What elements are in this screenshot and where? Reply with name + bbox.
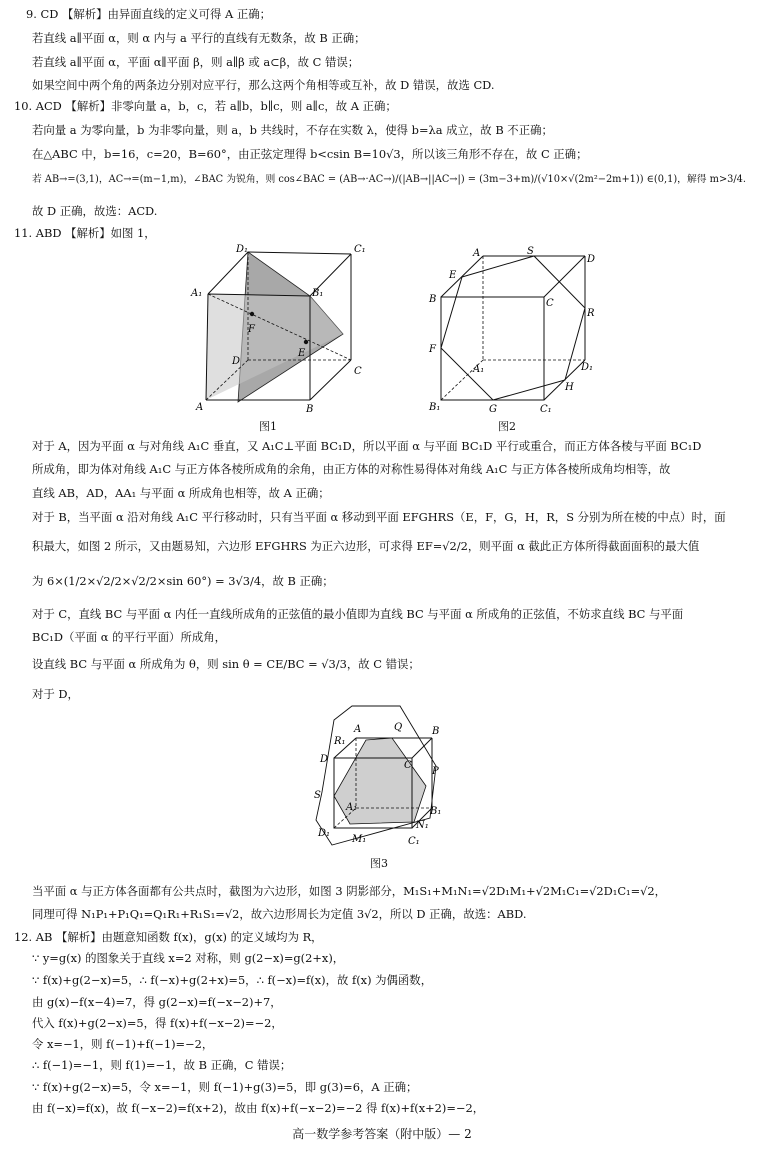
text-line: 对于 D，	[32, 687, 79, 701]
fig3-label-C: C	[404, 760, 412, 771]
text-line: 10. ACD 【解析】非零向量 a，b，c，若 a∥b，b∥c，则 a∥c，故 A 正确；	[14, 99, 397, 113]
fig1-label-E: E	[298, 348, 306, 359]
fig2-label-R: R	[587, 308, 595, 319]
fig2-label-S: S	[527, 246, 534, 257]
fig2-label-F: F	[429, 344, 436, 355]
fig1-label-B1: B₁	[312, 288, 324, 299]
figure-2-caption: 图2	[498, 420, 516, 433]
fig3-label-A1: A₁	[346, 802, 358, 813]
fig1-label-A1: A₁	[191, 288, 203, 299]
fig2-label-B1: B₁	[429, 402, 441, 413]
fig1-label-D: D	[232, 356, 241, 367]
text-line: 在△ABC 中，b=16，c=20，B=60°，由正弦定理得 b<csin B=10√3，所以该三角形不存在，故 C 正确；	[32, 147, 588, 161]
fig2-label-E: E	[449, 270, 457, 281]
text-line: 对于 B，当平面 α 沿对角线 A₁C 平行移动时，只有当平面 α 移动到平面 EFGHRS（E，F，G，H，R，S 分别为所在棱的中点）时，面	[32, 510, 726, 524]
fig3-label-C1: C₁	[408, 836, 420, 847]
text-line: 代入 f(x)+g(2−x)=5，得 f(x)+f(−x−2)=−2，	[32, 1016, 283, 1030]
fig3-label-Q: Q	[394, 722, 403, 733]
text-line: BC₁D（平面 α 的平行平面）所成角，	[32, 630, 227, 644]
fig1-label-B: B	[306, 404, 314, 415]
fig2-label-C: C	[546, 298, 554, 309]
text-line: 故 D 正确，故选：ACD.	[32, 204, 158, 218]
fig3-label-R1: R₁	[334, 736, 346, 747]
text-line: 由 g(x)−f(x−4)=7，得 g(2−x)=f(−x−2)+7，	[32, 995, 282, 1009]
figure-1-caption: 图1	[259, 420, 277, 433]
figure-3-cube-diagram	[312, 700, 472, 850]
fig3-label-B: B	[432, 726, 440, 737]
text-line: 12. AB 【解析】由题意知函数 f(x)，g(x) 的定义域均为 R，	[14, 930, 323, 944]
fig2-label-A: A	[473, 248, 481, 259]
fig3-label-B1: B₁	[430, 806, 442, 817]
text-line: 由 f(−x)=f(x)，故 f(−x−2)=f(x+2)，故由 f(x)+f(−x−2)=−2 得 f(x)+f(x+2)=−2，	[32, 1101, 485, 1115]
fig3-label-A: A	[354, 724, 362, 735]
text-line: 积最大，如图 2 所示，又由题易知，六边形 EFGHRS 为正六边形，可求得 EF=√2/2，则平面 α 截此正方体所得截面面积的最大值	[32, 539, 700, 553]
text-line: 9. CD 【解析】由异面直线的定义可得 A 正确；	[26, 7, 272, 21]
text-line: ∵ f(x)+g(2−x)=5，令 x=−1，则 f(−1)+g(3)=5，即 g(3)=6，A 正确；	[32, 1080, 418, 1094]
page-footer: 高一数学参考答案（附中版）— 2	[292, 1127, 472, 1141]
text-line: 同理可得 N₁P₁+P₁Q₁=Q₁R₁+R₁S₁=√2，故六边形周长为定值 3√2，所以 D 正确，故选：ABD.	[32, 907, 527, 921]
text-line: 为 6×(1/2×√2/2×√2/2×sin 60°) = 3√3/4，故 B 正确；	[32, 574, 334, 588]
fig2-label-C1: C₁	[540, 404, 552, 415]
text-line: 令 x=−1，则 f(−1)+f(−1)=−2，	[32, 1037, 214, 1051]
fig2-label-A1: A₁	[473, 364, 485, 375]
fig2-label-D: D	[587, 254, 596, 265]
text-line: ∵ f(x)+g(2−x)=5，∴ f(−x)+g(2+x)=5，∴ f(−x)=f(x)，故 f(x) 为偶函数，	[32, 973, 433, 987]
fig2-label-D1: D₁	[581, 362, 594, 373]
text-line: 若直线 a∥平面 α，则 α 内与 a 平行的直线有无数条，故 B 正确；	[32, 31, 366, 45]
text-line: 对于 C，直线 BC 与平面 α 内任一直线所成角的正弦值的最小值即为直线 BC 与平面 α 所成角的正弦值，不妨求直线 BC 与平面	[32, 607, 684, 621]
text-line: ∴ f(−1)=−1，则 f(1)=−1，故 B 正确，C 错误；	[32, 1058, 292, 1072]
fig1-label-D1: D₁	[236, 244, 249, 255]
fig1-label-A: A	[196, 402, 204, 413]
fig2-label-B: B	[429, 294, 437, 305]
text-line: 设直线 BC 与平面 α 所成角为 θ，则 sin θ = CE/BC = √3/3，故 C 错误；	[32, 657, 420, 671]
fig3-label-M1: M₁	[352, 834, 367, 845]
fig3-label-N1: N₁	[416, 820, 429, 831]
text-line: 11. ABD 【解析】如图 1，	[14, 226, 156, 240]
figure-3-caption: 图3	[370, 857, 388, 870]
fig3-label-P: P	[432, 766, 439, 777]
fig3-label-D1: D₁	[318, 828, 331, 839]
text-line: 若直线 a∥平面 α，平面 α∥平面 β，则 a∥β 或 a⊂β，故 C 错误；	[32, 55, 360, 69]
text-line: ∵ y=g(x) 的图象关于直线 x=2 对称，则 g(2−x)=g(2+x)，	[32, 951, 345, 965]
fig3-label-D: D	[320, 754, 329, 765]
text-line: 对于 A，因为平面 α 与对角线 A₁C 垂直，又 A₁C⊥平面 BC₁D，所以平面 α 与平面 BC₁D 平行或重合，而正方体各棱与平面 BC₁D	[32, 439, 702, 453]
fig1-label-C: C	[354, 366, 362, 377]
figure-2-cube-diagram	[425, 242, 605, 417]
text-line: 如果空间中两个角的两条边分别对应平行，那么这两个角相等或互补，故 D 错误，故选 CD.	[32, 78, 495, 92]
fig1-label-C1: C₁	[354, 244, 366, 255]
fig3-label-S: S	[314, 790, 321, 801]
fig2-label-G: G	[489, 404, 497, 415]
figure-1-cube-diagram	[188, 242, 368, 417]
text-line: 若 AB→=(3,1)，AC→=(m−1,m)，∠BAC 为锐角，则 cos∠BAC = (AB→·AC→)/(|AB→||AC→|) = (3m−3+m)/(√10×√(2m²−2m+1)) ∈(0,1)，解得 m>3/4.	[32, 174, 747, 185]
text-line: 直线 AB，AD，AA₁ 与平面 α 所成角也相等，故 A 正确；	[32, 486, 330, 500]
fig2-label-H: H	[565, 382, 574, 393]
text-line: 所成角，即为体对角线 A₁C 与正方体各棱所成角的余角，由正方体的对称性易得体对角线 A₁C 与正方体各棱所成角均相等，故	[32, 462, 671, 476]
text-line: 若向量 a 为零向量，b 为非零向量，则 a，b 共线时，不存在实数 λ，使得 b=λa 成立，故 B 不正确；	[32, 123, 553, 137]
fig1-label-F: F	[248, 324, 255, 335]
text-line: 当平面 α 与正方体各面都有公共点时，截图为六边形，如图 3 阴影部分，M₁S₁+M₁N₁=√2D₁M₁+√2M₁C₁=√2D₁C₁=√2，	[32, 884, 667, 898]
